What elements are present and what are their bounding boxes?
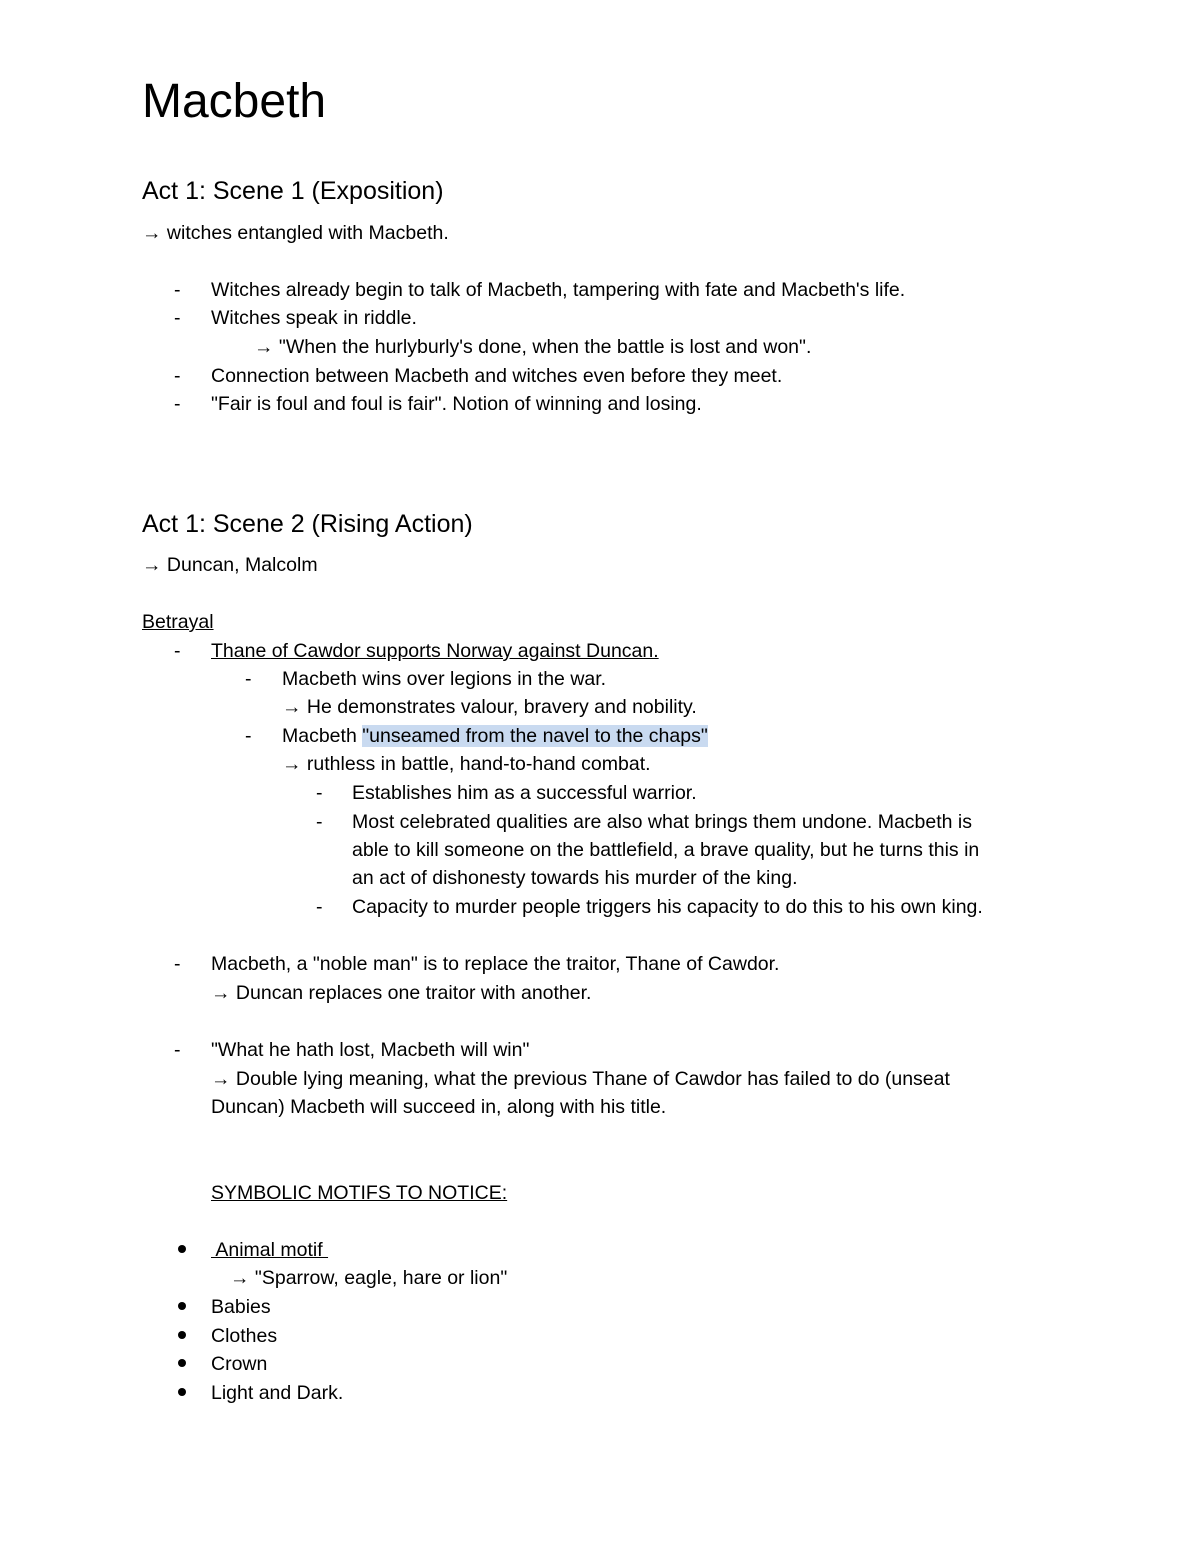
list-dash: -: [174, 640, 181, 662]
list-item-prefix: Macbeth: [282, 725, 363, 747]
bullet-icon: [178, 1359, 186, 1367]
list-dash: -: [174, 1039, 181, 1061]
motif-item: Babies: [211, 1296, 271, 1318]
list-item: Witches already begin to talk of Macbeth, tampering with fate and Macbeth's life.: [211, 279, 906, 301]
list-item-note: → ruthless in battle, hand-to-hand combat.: [282, 753, 651, 775]
list-item-quote: → "When the hurlyburly's done, when the battle is lost and won".: [254, 336, 812, 358]
list-dash: -: [245, 668, 252, 690]
list-item: "What he hath lost, Macbeth will win": [211, 1039, 530, 1061]
motif-item: Crown: [211, 1353, 268, 1375]
bullet-icon: [178, 1245, 186, 1253]
motifs-heading: SYMBOLIC MOTIFS TO NOTICE:: [211, 1182, 508, 1204]
motif-item: Clothes: [211, 1325, 278, 1347]
scene1-summary: → witches entangled with Macbeth.: [142, 222, 449, 244]
list-item-continued: Duncan) Macbeth will succeed in, along with his title.: [211, 1096, 667, 1118]
list-dash: -: [174, 365, 181, 387]
bullet-icon: [178, 1388, 186, 1396]
scene2-heading: Act 1: Scene 2 (Rising Action): [142, 510, 473, 538]
list-item: "Fair is foul and foul is fair". Notion of winning and losing.: [211, 393, 702, 415]
list-item: Connection between Macbeth and witches even before they meet.: [211, 365, 783, 387]
motif-note: → "Sparrow, eagle, hare or lion": [230, 1267, 508, 1289]
list-dash: -: [316, 811, 323, 833]
list-item: Witches speak in riddle.: [211, 307, 417, 329]
motif-item: Light and Dark.: [211, 1382, 344, 1404]
list-item-note: → Double lying meaning, what the previous Thane of Cawdor has failed to do (unseat: [211, 1068, 950, 1090]
list-item-note: → Duncan replaces one traitor with another.: [211, 982, 592, 1004]
list-dash: -: [174, 279, 181, 301]
list-dash: -: [174, 393, 181, 415]
document-title: Macbeth: [142, 75, 327, 128]
list-dash: -: [316, 782, 323, 804]
list-item: Thane of Cawdor supports Norway against Duncan.: [211, 640, 659, 662]
list-item: [282, 722, 708, 750]
list-dash: -: [174, 307, 181, 329]
list-dash: -: [245, 725, 252, 747]
list-dash: -: [174, 953, 181, 975]
list-item: Capacity to murder people triggers his capacity to do this to his own king.: [352, 896, 983, 918]
list-item: Most celebrated qualities are also what brings them undone. Macbeth is: [352, 811, 973, 833]
list-item-continued: an act of dishonesty towards his murder of the king.: [352, 867, 798, 889]
list-item: Establishes him as a successful warrior.: [352, 782, 697, 804]
motif-item: Animal motif: [211, 1239, 329, 1261]
scene1-heading: Act 1: Scene 1 (Exposition): [142, 177, 444, 205]
list-item-continued: able to kill someone on the battlefield, a brave quality, but he turns this in: [352, 839, 980, 861]
bullet-icon: [178, 1331, 186, 1339]
highlighted-quote: "unseamed from the navel to the chaps": [362, 725, 708, 747]
list-item: Macbeth wins over legions in the war.: [282, 668, 607, 690]
list-item-note: → He demonstrates valour, bravery and nobility.: [282, 696, 697, 718]
list-dash: -: [316, 896, 323, 918]
bullet-icon: [178, 1302, 186, 1310]
betrayal-subheading: Betrayal: [142, 611, 214, 633]
scene2-summary: → Duncan, Malcolm: [142, 554, 318, 576]
list-item: Macbeth, a "noble man" is to replace the traitor, Thane of Cawdor.: [211, 953, 780, 975]
